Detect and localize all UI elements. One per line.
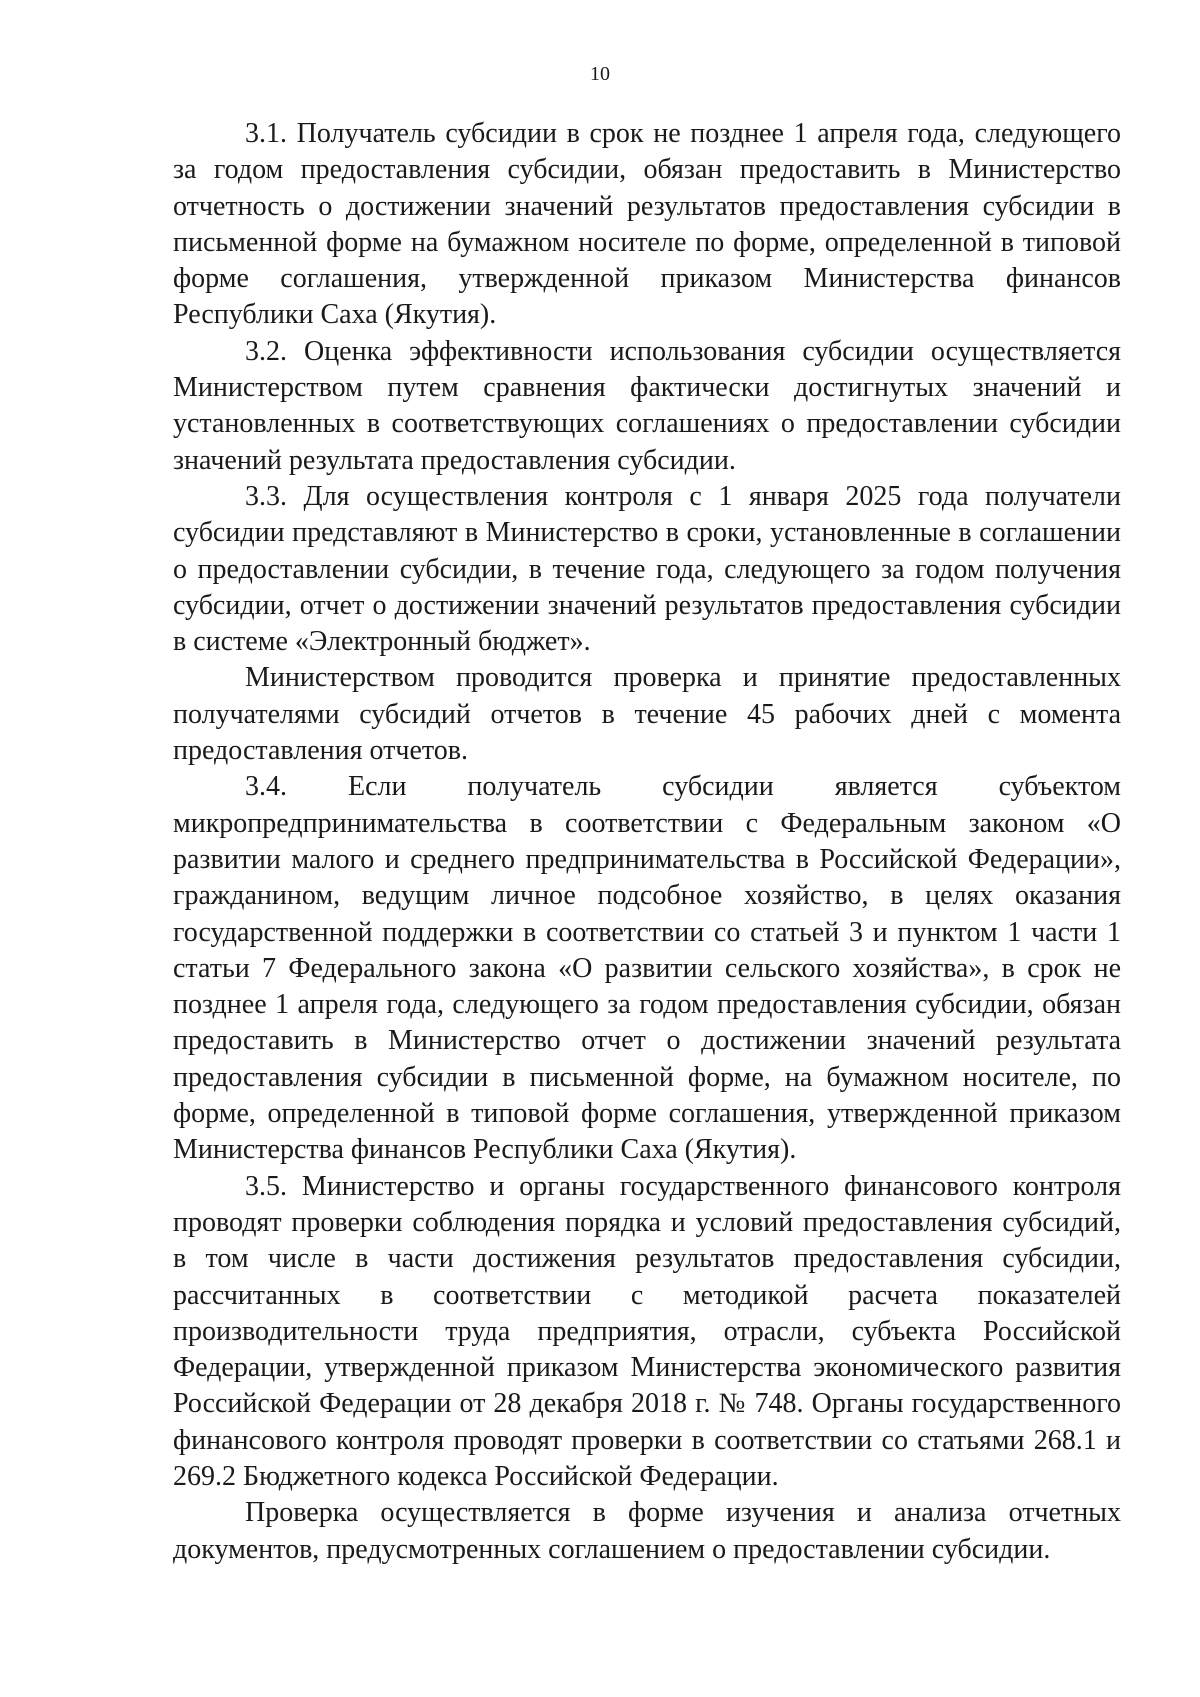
paragraph-3-4: 3.4. Если получатель субсидии является субъектом микропредпринимательства в соответствии с Федеральным законом «О развитии малого и среднего предпринимательства в Российской Федерации», гражданином, ведущим личное подсобное хозяйство, в целях оказания государственной поддержки в соответствии со статьей 3 и пунктом 1 части 1 статьи 7 Федерального закона «О развитии сельского хозяйства», в срок не позднее 1 апреля года, следующего за годом предоставления субсидии, обязан предоставить в Министерство отчет о достижении значений результата предоставления субсидии в письменной форме, на бумажном носителе, по форме, определенной в типовой форме соглашения, утвержденной приказом Министерства финансов Республики Саха (Якутия). — [173, 771, 1121, 1166]
paragraph-3-5-verification: Проверка осуществляется в форме изучения и анализа отчетных документов, предусмотренных соглашением о предоставлении субсидии. — [173, 1497, 1121, 1565]
paragraph-3-3-review: Министерством проводится проверка и принятие предоставленных получателями субсидий отчетов в течение 45 рабочих дней с момента предоставления отчетов. — [173, 662, 1121, 767]
page-number: 10 — [590, 63, 610, 85]
paragraph-3-5: 3.5. Министерство и органы государственного финансового контроля проводят проверки соблюдения порядка и условий предоставления субсидий, в том числе в части достижения результатов предоставления субсидии, рассчитанных в соответствии с методикой расчета показателей производительности труда предприятия, отрасли, субъекта Российской Федерации, утвержденной приказом Министерства экономического развития Российской Федерации от 28 декабря 2018 г. № 748. Органы государственного финансового контроля проводят проверки в соответствии со статьями 268.1 и 269.2 Бюджетного кодекса Российской Федерации. — [173, 1170, 1121, 1492]
paragraph-3-1: 3.1. Получатель субсидии в срок не позднее 1 апреля года, следующего за годом предоставления субсидии, обязан предоставить в Министерство отчетность о достижении значений результатов предоставления субсидии в письменной форме на бумажном носителе по форме, определенной в типовой форме соглашения, утвержденной приказом Министерства финансов Республики Саха (Якутия). — [173, 118, 1121, 331]
paragraph-3-3: 3.3. Для осуществления контроля с 1 января 2025 года получатели субсидии представляют в Министерство в сроки, установленные в соглашении о предоставлении субсидии, в течение года, следующего за годом получения субсидии, отчет о достижении значений результатов предоставления субсидии в системе «Электронный бюджет». — [173, 480, 1121, 658]
document-body — [173, 116, 1121, 1568]
paragraph-3-2: 3.2. Оценка эффективности использования субсидии осуществляется Министерством путем сравнения фактически достигнутых значений и установленных в соответствующих соглашениях о предоставлении субсидии значений результата предоставления субсидии. — [173, 335, 1121, 476]
